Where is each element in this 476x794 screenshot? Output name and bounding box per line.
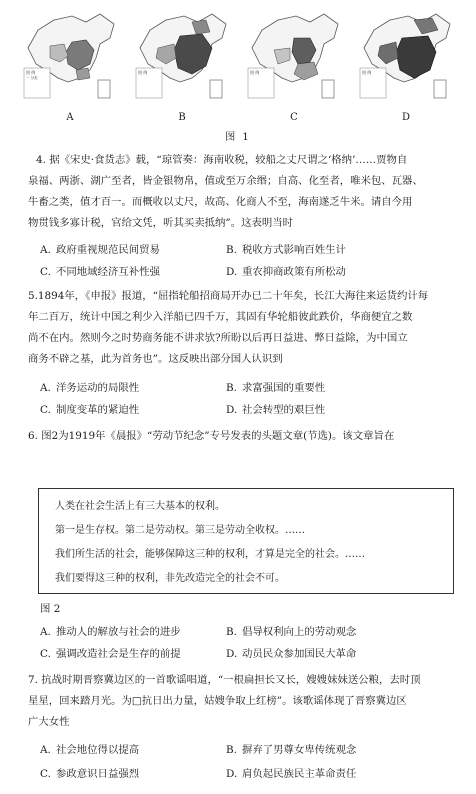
question-6-options-row-2 xyxy=(40,644,462,664)
map-panel-a xyxy=(20,8,120,123)
svg-text:图 例: 图 例 xyxy=(26,70,36,75)
svg-text:图 例: 图 例 xyxy=(138,70,148,75)
option-4d[interactable]: D. 重农抑商政策有所松动 xyxy=(226,266,346,278)
question-5-line-4: 商务不辟之基，此为首务也”。这反映出部分国人认识到 xyxy=(28,353,283,365)
question-6-options-row-1 xyxy=(40,622,462,642)
option-4b[interactable]: B. 税收方式影响百姓生计 xyxy=(226,244,346,256)
svg-text:一 分类: 一 分类 xyxy=(26,76,38,80)
figure-1-caption: 图 1 xyxy=(225,132,251,143)
question-7-line-2: 星星，回来踏月光。为□抗日出力量，姑嫂争取上红榜”。该歌谣体现了晋察冀边区 xyxy=(28,695,407,707)
china-map-a xyxy=(20,8,120,104)
svg-text:图 例: 图 例 xyxy=(250,70,260,75)
question-4 xyxy=(28,150,462,234)
question-7 xyxy=(28,670,462,733)
question-4-options-row-2 xyxy=(40,262,462,282)
question-5 xyxy=(28,286,462,370)
svg-text:图 例: 图 例 xyxy=(362,70,372,75)
china-map-b xyxy=(132,8,232,104)
figure-2-line-2: 第一是生存权。第二是劳动权。第三是劳动全收权。…… xyxy=(55,525,305,536)
question-4-line-1: 4. 据《宋史·食货志》载，“琼管奏：海南收税，较船之丈尺谓之‘格纳’……贾物自 xyxy=(36,154,408,166)
option-5a[interactable]: A. 洋务运动的局限性 xyxy=(40,382,140,394)
question-5-line-3: 尚不在内。然则今之时势商务能不讲求欤?所盼以后再日益进、弊日益除，为中国立 xyxy=(28,332,408,344)
map-panel-d xyxy=(356,8,456,123)
figure-2-text-box xyxy=(38,488,454,594)
question-7-line-1: 7. 抗战时期晋察冀边区的一首歌谣唱道，“一根扁担长又长，嫂嫂妹妹送公粮，去时顶 xyxy=(28,674,421,686)
map-panel-c xyxy=(244,8,344,123)
china-map-d xyxy=(356,8,456,104)
map-label-b: B xyxy=(178,112,186,123)
question-4-line-3: 牛畜之类，值才百一。而概收以丈尺，故高、化商人不至，海南遂乏牛米。请自今用 xyxy=(28,196,413,208)
question-6 xyxy=(28,426,462,447)
option-7d[interactable]: D. 肩负起民族民主革命责任 xyxy=(226,768,357,780)
option-7a[interactable]: A. 社会地位得以提高 xyxy=(40,744,140,756)
option-5c[interactable]: C. 制度变革的紧迫性 xyxy=(40,404,140,416)
map-panel-b xyxy=(132,8,232,123)
map-label-a: A xyxy=(66,112,74,123)
option-6d[interactable]: D. 动员民众参加国民大革命 xyxy=(226,648,357,660)
option-4a[interactable]: A. 政府重视规范民间贸易 xyxy=(40,244,160,256)
question-4-line-2: 泉福、两浙、湖广至者，皆金银物帛，值或至万余缗；自高、化至者，唯米包、瓦器、 xyxy=(28,175,423,187)
figure-2-line-4: 我们要得这三种的权利，非先改造完全的社会不可。 xyxy=(55,573,285,584)
option-7c[interactable]: C. 参政意识日益强烈 xyxy=(40,768,140,780)
option-5b[interactable]: B. 求富强国的重要性 xyxy=(226,382,326,394)
question-5-line-1: 5.1894年，《申报》报道，“屈指轮船招商局开办已二十年矣，长江大海往来运货约计每 xyxy=(28,290,429,302)
question-4-options-row-1 xyxy=(40,240,462,260)
figure-2-caption: 图 2 xyxy=(40,603,61,615)
china-map-c xyxy=(244,8,344,104)
option-5d[interactable]: D. 社会转型的艰巨性 xyxy=(226,404,326,416)
question-7-options-row-2 xyxy=(40,764,462,784)
option-6a[interactable]: A. 推动人的解放与社会的进步 xyxy=(40,626,181,638)
figure-2-line-1: 人类在社会生活上有三大基本的权利。 xyxy=(55,501,225,512)
map-label-d: D xyxy=(401,112,411,123)
figure-1-maps xyxy=(12,8,464,124)
option-7b[interactable]: B. 摒弃了男尊女卑传统观念 xyxy=(226,744,357,756)
question-7-options-row-1 xyxy=(40,740,462,760)
question-7-line-3: 广大女性 xyxy=(28,716,70,728)
map-label-c: C xyxy=(290,112,298,123)
question-4-line-4: 物贯钱多寡计税，官给文凭，听其买卖抵纳”。这表明当时 xyxy=(28,217,294,229)
question-6-line-1: 6. 图2为1919年《晨报》“劳动节纪念”专号发表的头题文章(节选)。该文章旨在 xyxy=(28,430,395,442)
question-5-options-row-2 xyxy=(40,400,462,420)
option-6c[interactable]: C. 强调改造社会是生存的前提 xyxy=(40,648,181,660)
option-6b[interactable]: B. 倡导权利向上的劳动观念 xyxy=(226,626,357,638)
question-5-options-row-1 xyxy=(40,378,462,398)
figure-2-line-3: 我们所生活的社会，能够保障这三种的权利，才算是完全的社会。…… xyxy=(55,549,365,560)
question-5-line-2: 年二百万，统计中国之利少入洋船已四千万，其固有华轮船彼此跌价，华商便宜之数 xyxy=(28,311,413,323)
option-4c[interactable]: C. 不同地域经济互补性强 xyxy=(40,266,160,278)
